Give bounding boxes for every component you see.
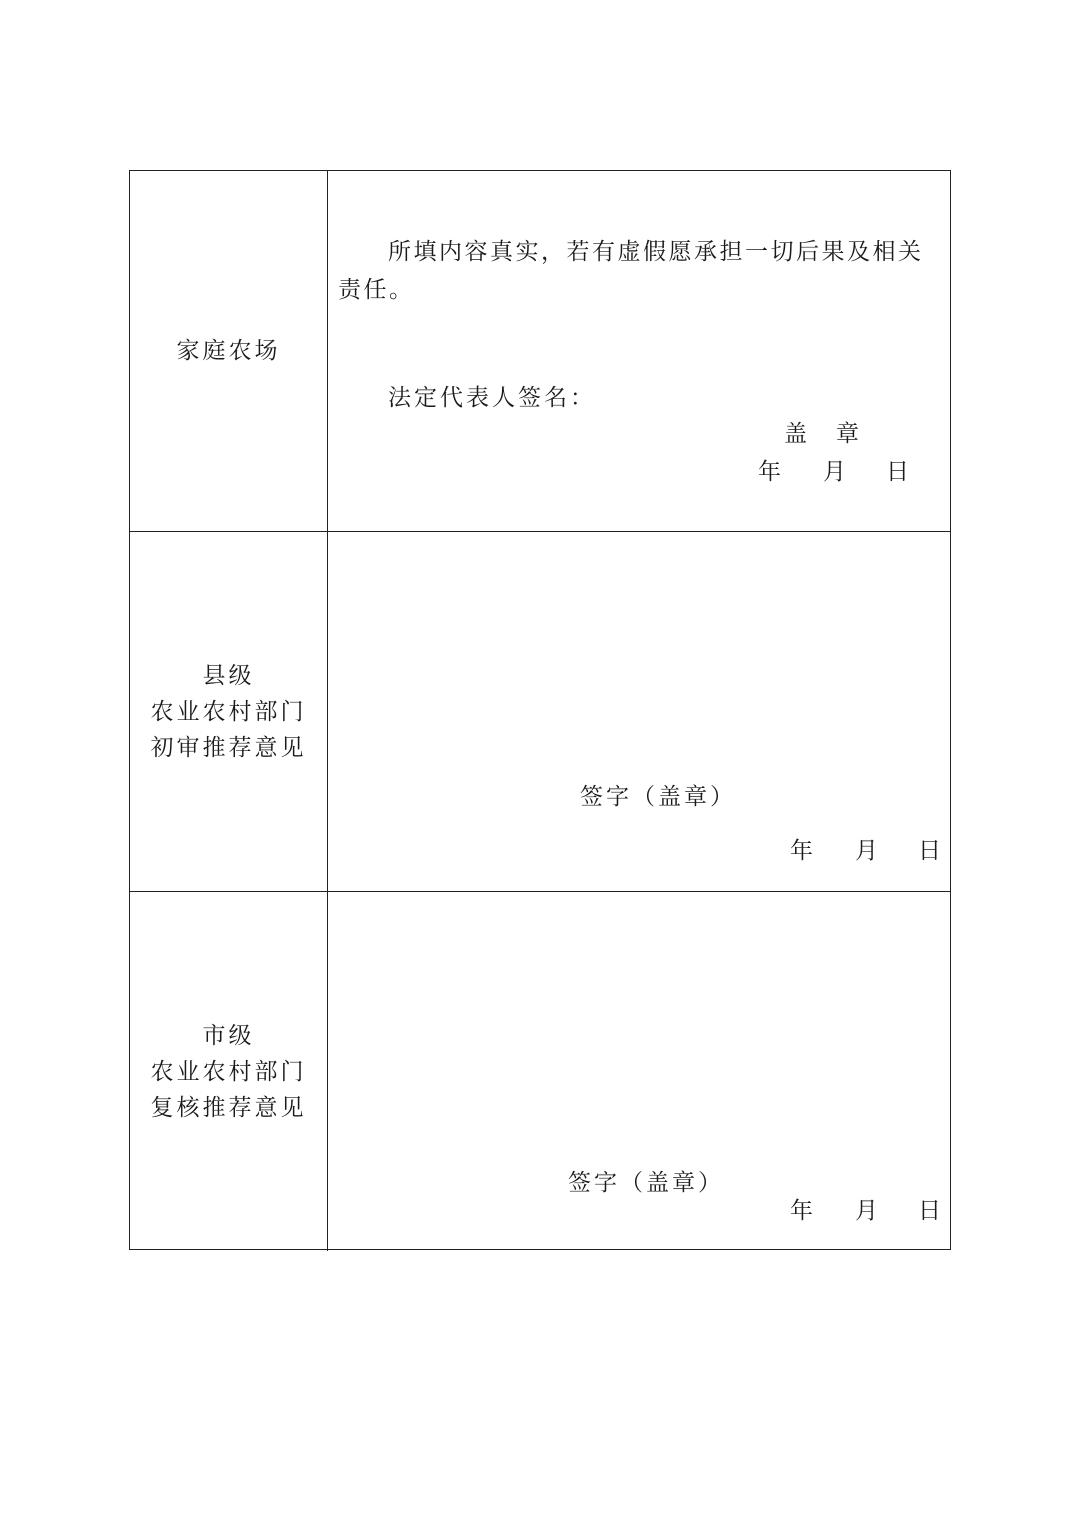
family-farm-row bbox=[130, 171, 950, 531]
row-label-line: 复核推荐意见 bbox=[150, 1094, 307, 1121]
family-farm-label-cell bbox=[130, 171, 328, 531]
row-label-line: 农业农村部门 bbox=[150, 698, 307, 725]
row-label-line: 县级 bbox=[202, 662, 255, 689]
county-review-label-cell bbox=[130, 532, 328, 891]
month-label: 月 bbox=[855, 838, 878, 864]
day-label: 日 bbox=[918, 1198, 941, 1224]
row-label-line: 农业农村部门 bbox=[150, 1058, 307, 1085]
year-label: 年 bbox=[758, 459, 781, 485]
city-review-row bbox=[130, 891, 950, 1251]
year-label: 年 bbox=[790, 838, 813, 864]
family-farm-content-cell[interactable] bbox=[328, 171, 950, 531]
county-review-opinion-cell[interactable] bbox=[328, 532, 950, 891]
day-label: 日 bbox=[918, 838, 941, 864]
month-label: 月 bbox=[855, 1198, 878, 1224]
row-label-line: 初审推荐意见 bbox=[150, 734, 307, 761]
signature-seal-label: 签字（盖章） bbox=[580, 784, 736, 810]
month-label: 月 bbox=[823, 459, 846, 485]
truthfulness-pledge: 所填内容真实，若有虚假愿承担一切后果及相关责任。 bbox=[338, 239, 924, 303]
county-review-row bbox=[130, 531, 950, 891]
year-label: 年 bbox=[790, 1198, 813, 1224]
recommendation-form-table bbox=[129, 170, 951, 1250]
day-label: 日 bbox=[886, 459, 909, 485]
seal-label: 盖 章 bbox=[784, 421, 862, 447]
city-review-label-cell bbox=[130, 892, 328, 1251]
legal-representative-signature-label: 法定代表人签名： bbox=[388, 385, 596, 411]
row-label-line: 市级 bbox=[202, 1022, 255, 1049]
signature-seal-label: 签字（盖章） bbox=[568, 1170, 724, 1196]
row-label-line: 家庭农场 bbox=[176, 338, 281, 364]
city-review-opinion-cell[interactable] bbox=[328, 892, 950, 1251]
